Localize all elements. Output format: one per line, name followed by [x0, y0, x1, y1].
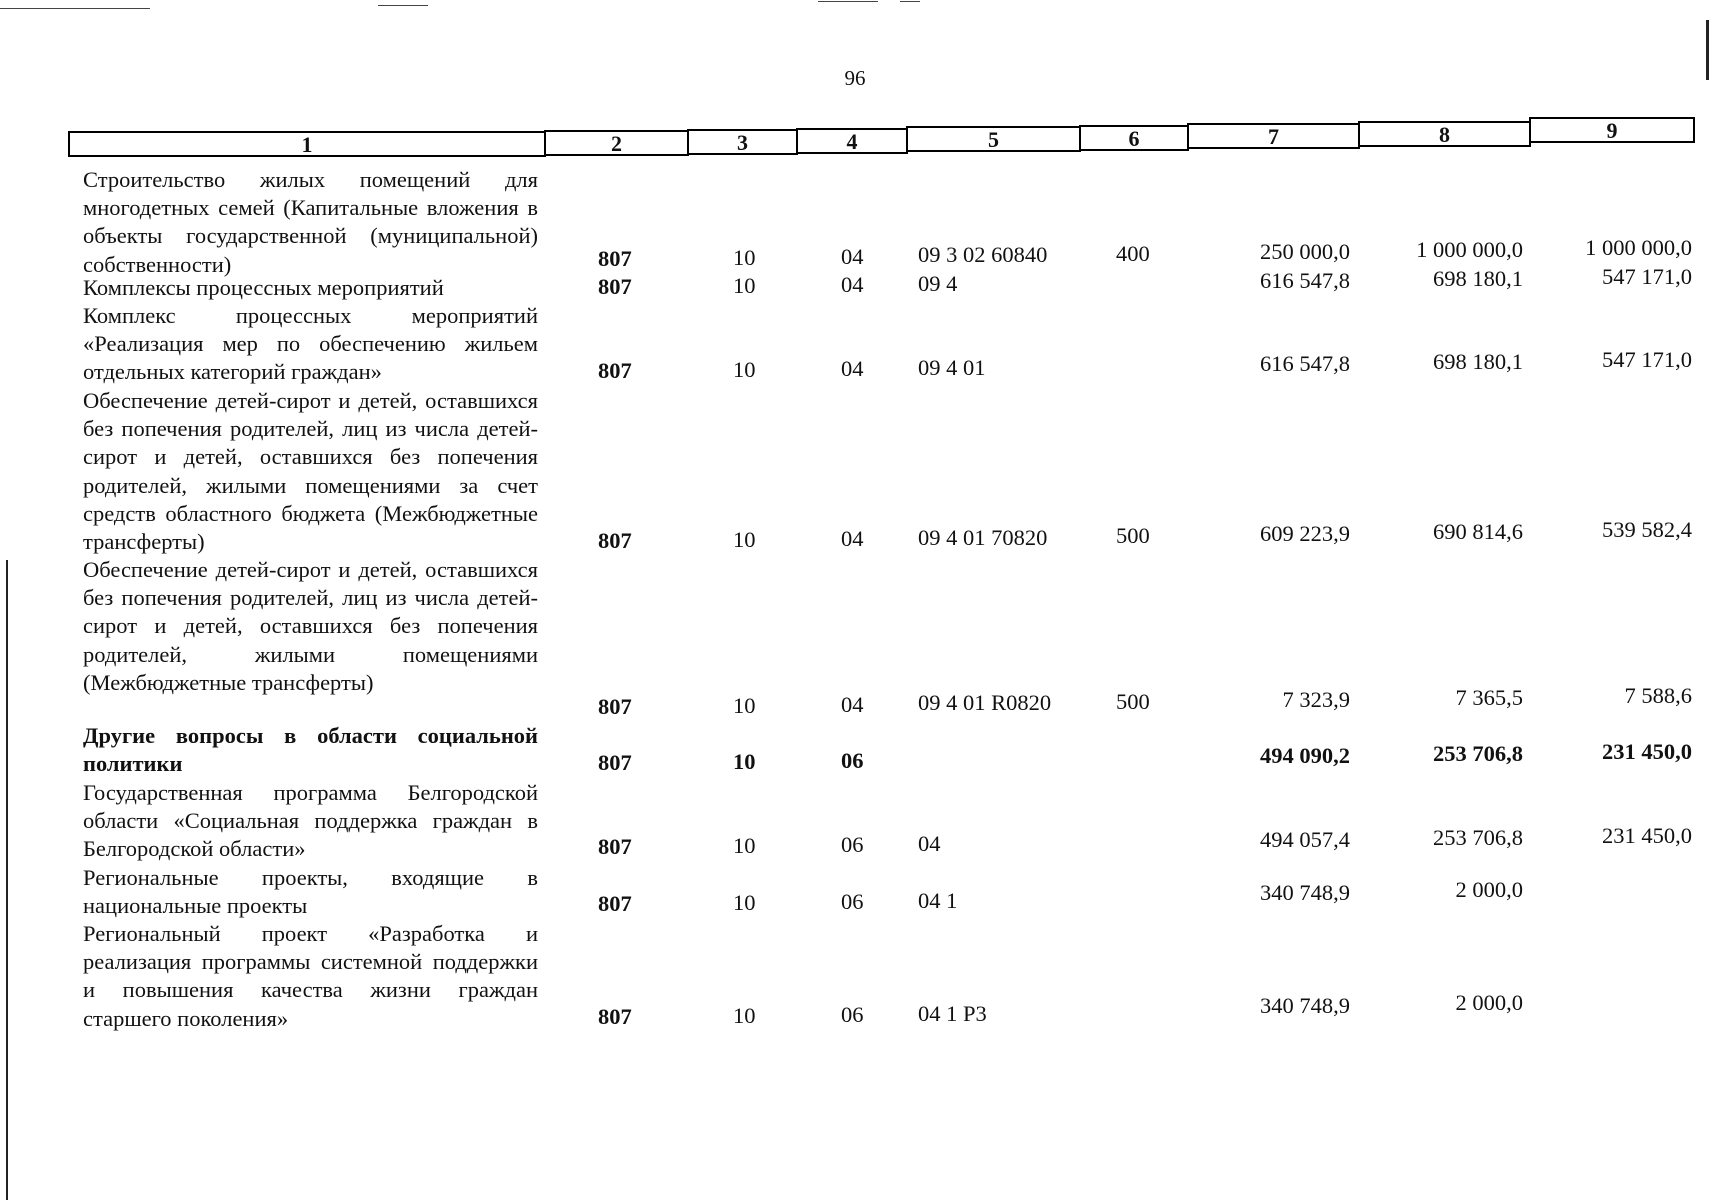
- cell-col-4: 04: [841, 692, 864, 717]
- cell-col-5: 04 1 Р3: [918, 1001, 987, 1026]
- scan-artifact: [0, 8, 150, 9]
- cell-col-2: 807: [598, 834, 632, 859]
- cell-col-7: 616 547,8: [1260, 268, 1350, 293]
- header-col-6: 6: [1079, 125, 1189, 151]
- cell-col-2: 807: [598, 694, 632, 719]
- cell-col-2: 807: [598, 528, 632, 553]
- row-description: Региональный проект «Разработка и реализация программы системной поддержки и повышения качества жизни граждан старшего поколения»: [83, 921, 538, 1031]
- cell-col-3: 10: [733, 693, 756, 718]
- cell-col-5: 04: [918, 831, 941, 856]
- cell-col-7: 250 000,0: [1260, 239, 1350, 264]
- cell-col-2: 807: [598, 246, 632, 271]
- cell-col-3: 10: [733, 749, 756, 774]
- header-col-9: 9: [1529, 117, 1695, 143]
- cell-col-4: 04: [841, 526, 864, 551]
- row-description: Строительство жилых помещений для многодетных семей (Капитальные вложения в объекты государственной (муниципальной) собственности): [83, 167, 538, 277]
- scan-artifact: [818, 1, 878, 2]
- row-description: Региональные проекты, входящие в национальные проекты: [83, 865, 538, 919]
- cell-col-9: 7 588,6: [1624, 683, 1692, 708]
- cell-col-4: 06: [841, 1002, 864, 1027]
- cell-col-5: 09 4 01 R0820: [918, 690, 1052, 715]
- header-col-7: 7: [1187, 123, 1360, 149]
- cell-col-2: 807: [598, 358, 632, 383]
- cell-col-3: 10: [733, 833, 756, 858]
- cell-col-4: 06: [841, 748, 864, 773]
- cell-col-3: 10: [733, 527, 756, 552]
- cell-col-6: 500: [1116, 523, 1150, 548]
- cell-col-8: 1 000 000,0: [1416, 237, 1523, 262]
- cell-col-8: 2 000,0: [1455, 877, 1523, 902]
- cell-col-7: 340 748,9: [1260, 993, 1350, 1018]
- cell-col-4: 04: [841, 244, 864, 269]
- cell-col-5: 04 1: [918, 888, 958, 913]
- scan-artifact: [378, 5, 428, 6]
- cell-col-8: 698 180,1: [1433, 349, 1523, 374]
- cell-col-9: 547 171,0: [1602, 264, 1692, 289]
- cell-col-8: 253 706,8: [1433, 825, 1523, 850]
- cell-col-7: 340 748,9: [1260, 880, 1350, 905]
- scan-artifact: [6, 560, 8, 1200]
- cell-col-5: 09 3 02 60840: [918, 242, 1048, 267]
- cell-col-2: 807: [598, 274, 632, 299]
- cell-col-5: 09 4 01: [918, 355, 986, 380]
- cell-col-9: 231 450,0: [1602, 739, 1692, 764]
- cell-col-3: 10: [733, 1003, 756, 1028]
- cell-col-4: 04: [841, 356, 864, 381]
- cell-col-7: 7 323,9: [1282, 687, 1350, 712]
- cell-col-4: 04: [841, 272, 864, 297]
- row-description: Комплексы процессных мероприятий: [83, 275, 444, 300]
- cell-col-5: 09 4 01 70820: [918, 525, 1048, 550]
- page-number: 96: [844, 66, 866, 90]
- cell-col-7: 494 090,2: [1260, 743, 1350, 768]
- cell-col-8: 253 706,8: [1433, 741, 1523, 766]
- cell-col-9: 1 000 000,0: [1585, 235, 1692, 260]
- cell-col-8: 2 000,0: [1455, 990, 1523, 1015]
- scan-artifact: [900, 1, 920, 2]
- cell-col-4: 06: [841, 832, 864, 857]
- header-col-4: 4: [796, 128, 908, 154]
- cell-col-9: 231 450,0: [1602, 823, 1692, 848]
- cell-col-6: 500: [1116, 689, 1150, 714]
- header-col-1: 1: [68, 131, 546, 157]
- row-description: Обеспечение детей-сирот и детей, оставшихся без попечения родителей, лиц из числа детей-сирот и детей, оставшихся без попечения родителей, жилыми помещениями (Межбюджетные трансферты): [83, 557, 538, 695]
- cell-col-9: 547 171,0: [1602, 347, 1692, 372]
- row-description: Другие вопросы в области социальной политики: [83, 723, 538, 777]
- cell-col-6: 400: [1116, 241, 1150, 266]
- cell-col-3: 10: [733, 890, 756, 915]
- cell-col-2: 807: [598, 750, 632, 775]
- row-description: Обеспечение детей-сирот и детей, оставшихся без попечения родителей, лиц из числа детей-сирот и детей, оставшихся без попечения родителей, жилыми помещениями за счет средств областного бюджета (Межбюджетные трансферты): [83, 388, 538, 555]
- header-col-5: 5: [906, 126, 1081, 152]
- cell-col-3: 10: [733, 245, 756, 270]
- cell-col-2: 807: [598, 1004, 632, 1029]
- cell-col-3: 10: [733, 273, 756, 298]
- header-col-2: 2: [544, 130, 689, 156]
- cell-col-4: 06: [841, 889, 864, 914]
- cell-col-9: 539 582,4: [1602, 517, 1692, 542]
- row-description: Государственная программа Белгородской области «Социальная поддержка граждан в Белгородской области»: [83, 780, 538, 862]
- cell-col-8: 690 814,6: [1433, 519, 1523, 544]
- header-col-8: 8: [1358, 121, 1531, 147]
- cell-col-8: 7 365,5: [1455, 685, 1523, 710]
- cell-col-7: 616 547,8: [1260, 351, 1350, 376]
- row-description: Комплекс процессных мероприятий «Реализация мер по обеспечению жильем отдельных категорий граждан»: [83, 303, 538, 385]
- header-col-3: 3: [687, 129, 798, 155]
- cell-col-7: 494 057,4: [1260, 827, 1350, 852]
- cell-col-7: 609 223,9: [1260, 521, 1350, 546]
- cell-col-5: 09 4: [918, 271, 958, 296]
- cell-col-8: 698 180,1: [1433, 266, 1523, 291]
- cell-col-2: 807: [598, 891, 632, 916]
- cell-col-3: 10: [733, 357, 756, 382]
